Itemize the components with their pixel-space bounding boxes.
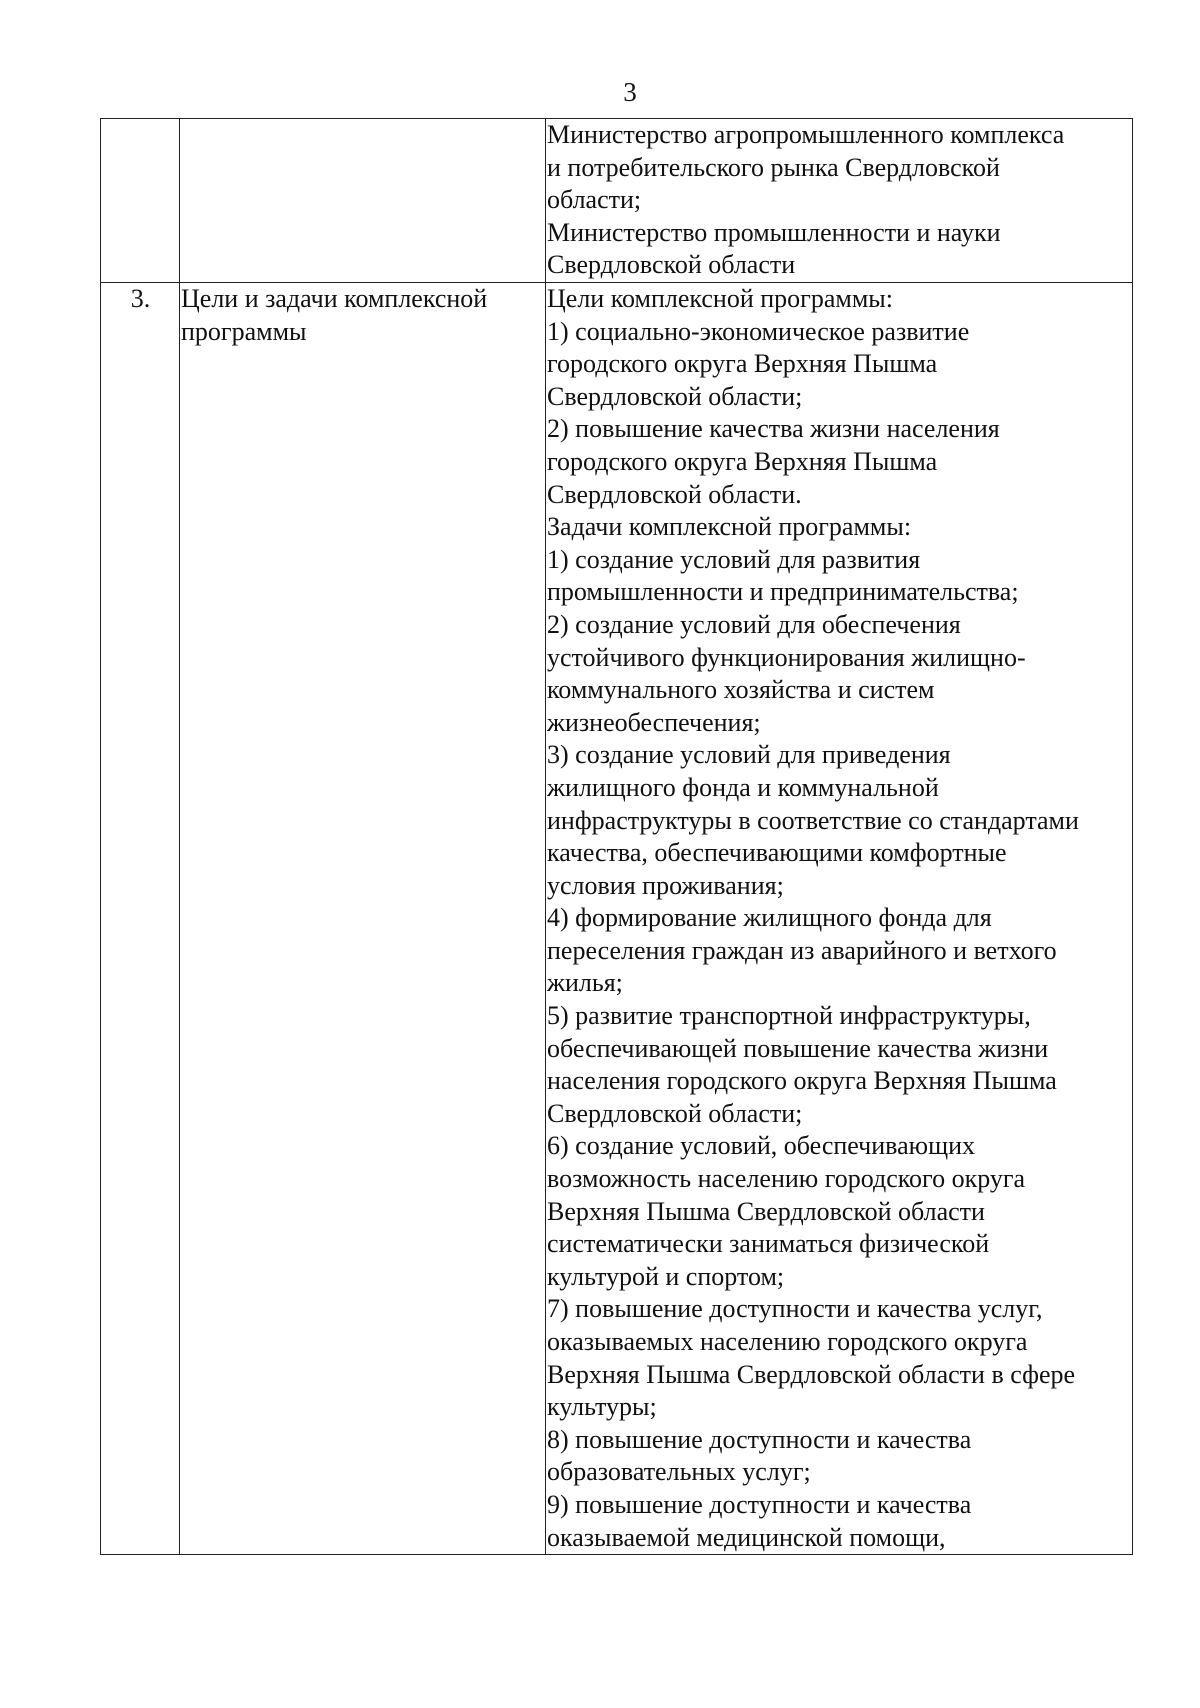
- content-line: жизнеобеспечения;: [547, 707, 761, 737]
- page-number: 3: [623, 77, 637, 107]
- content-line: возможность населению городского округа: [547, 1164, 1026, 1194]
- content-line: культуры;: [547, 1392, 657, 1422]
- content-line: 2) создание условий для обеспечения: [547, 609, 961, 639]
- content-line: 8) повышение доступности и качества: [547, 1424, 972, 1454]
- content-line: Свердловской области;: [547, 381, 803, 411]
- content-line: населения городского округа Верхняя Пышма: [547, 1066, 1057, 1096]
- content-line: Задачи комплексной программы:: [547, 512, 912, 542]
- content-line: Верхняя Пышма Свердловской области: [547, 1196, 985, 1226]
- content-line: устойчивого функционирования жилищно-: [547, 642, 1026, 672]
- content-line: Верхняя Пышма Свердловской области в сфере: [547, 1359, 1076, 1389]
- content-line: 1) создание условий для развития: [547, 544, 921, 574]
- content-line: систематически заниматься физической: [547, 1229, 990, 1259]
- content-line: городского округа Верхняя Пышма: [547, 446, 938, 476]
- content-line: Цели комплексной программы:: [547, 284, 893, 313]
- content-line: и потребительского рынка Свердловской: [547, 152, 1000, 182]
- content-line: жилья;: [547, 968, 623, 998]
- row-content-cell: [546, 283, 1133, 1555]
- content-line: обеспечивающей повышение качества жизни: [547, 1033, 1049, 1063]
- content-line: 3) создание условий для приведения: [547, 740, 951, 770]
- content-line: Министерство агропромышленного комплекса: [547, 120, 1065, 149]
- content-line: 4) формирование жилищного фонда для: [547, 903, 992, 933]
- content-line: образовательных услуг;: [547, 1457, 811, 1487]
- content-line: коммунального хозяйства и систем: [547, 675, 935, 705]
- content-line: Свердловской области.: [547, 479, 802, 509]
- row-name-cell: [180, 283, 546, 1555]
- content-line: Министерство промышленности и науки: [547, 217, 1001, 247]
- table-row-goals: [101, 283, 1133, 1555]
- content-line: 9) повышение доступности и качества: [547, 1489, 972, 1519]
- name-line: программы: [181, 316, 307, 346]
- content-line: Свердловской области;: [547, 1098, 803, 1128]
- content-line: промышленности и предпринимательства;: [547, 577, 1019, 607]
- row-number-cell: [101, 119, 180, 283]
- content-line: оказываемой медицинской помощи,: [547, 1522, 946, 1552]
- content-line: жилищного фонда и коммунальной: [547, 772, 939, 802]
- content-line: городского округа Верхняя Пышма: [547, 349, 938, 379]
- name-line: Цели и задачи комплексной: [181, 284, 488, 313]
- content-line: 5) развитие транспортной инфраструктуры,: [547, 1001, 1031, 1031]
- content-line: переселения граждан из аварийного и ветхого: [547, 935, 1057, 965]
- content-line: культурой и спортом;: [547, 1261, 785, 1291]
- content-line: 1) социально-экономическое развитие: [547, 316, 970, 346]
- content-line: условия проживания;: [547, 870, 784, 900]
- content-line: области;: [547, 185, 642, 215]
- table-row-continuation: [101, 119, 1133, 283]
- row-name-cell: [180, 119, 546, 283]
- content-line: Свердловской области: [547, 250, 796, 280]
- content-line: инфраструктуры в соответствие со стандартами: [547, 805, 1079, 835]
- content-line: оказываемых населению городского округа: [547, 1327, 1028, 1356]
- row-number-cell: 3.: [101, 283, 180, 1555]
- content-line: качества, обеспечивающими комфортные: [547, 838, 1007, 868]
- content-line: 2) повышение качества жизни населения: [547, 414, 1000, 444]
- content-line: 6) создание условий, обеспечивающих: [547, 1131, 975, 1161]
- row-content-cell: [546, 119, 1133, 283]
- content-line: 7) повышение доступности и качества услуг,: [547, 1294, 1043, 1324]
- program-passport-table: [100, 118, 1133, 1555]
